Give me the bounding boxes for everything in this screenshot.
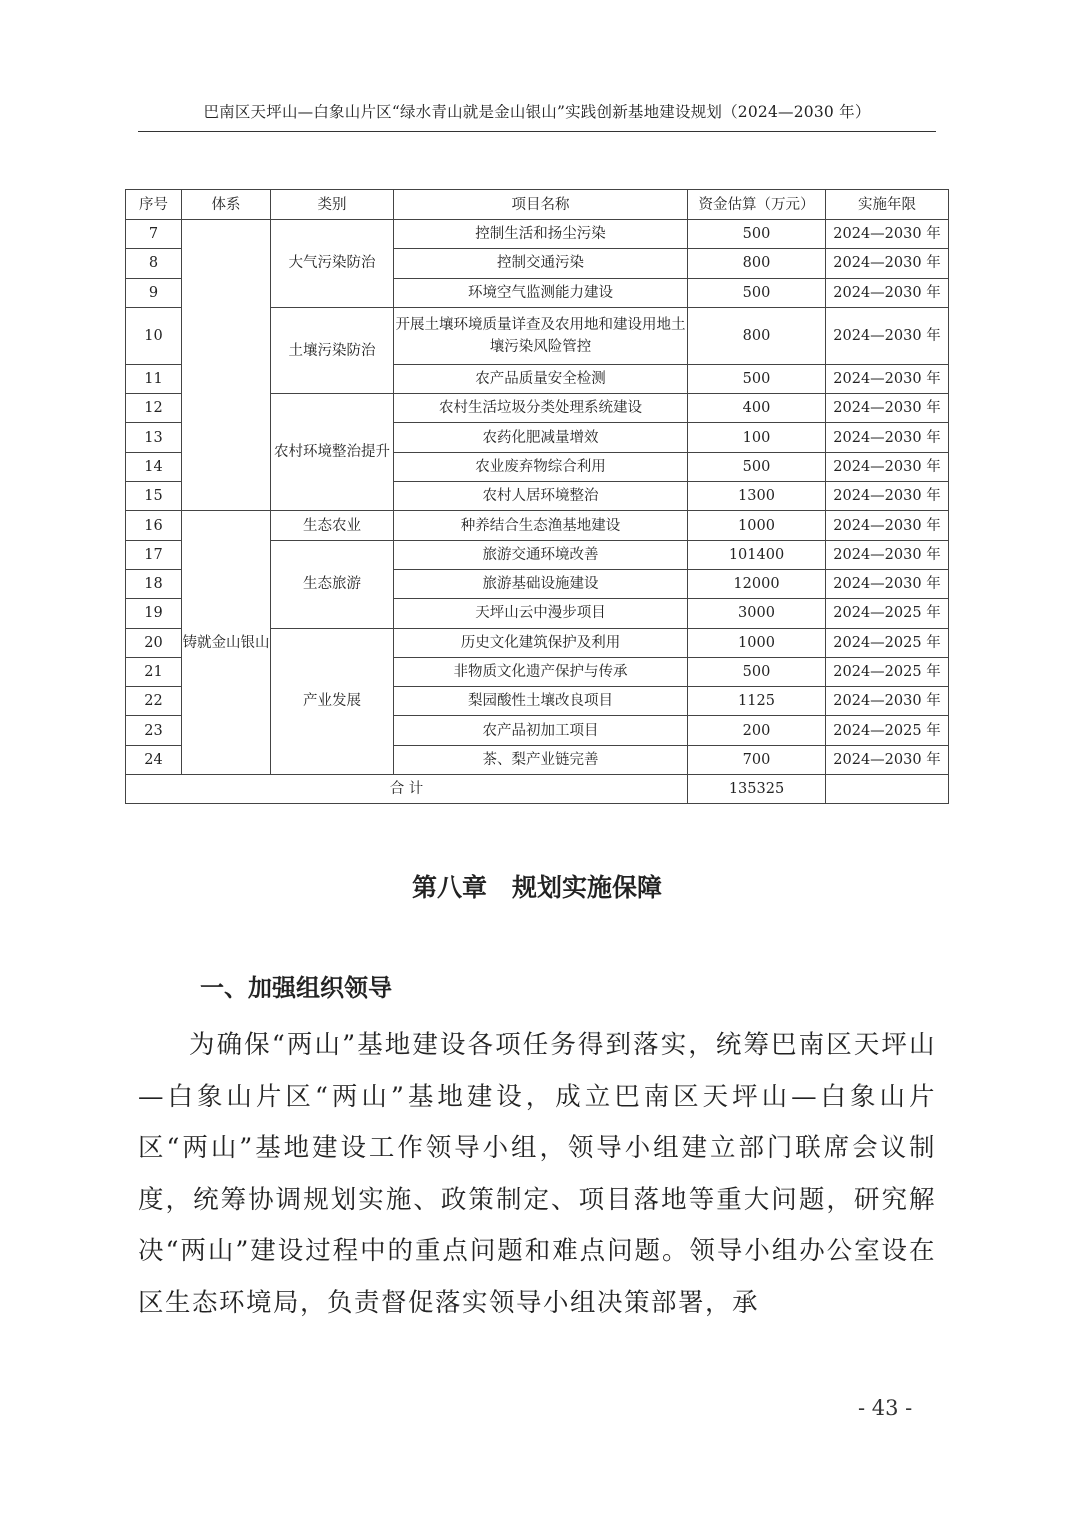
col-header-project: 项目名称 — [394, 190, 688, 220]
cell-project: 天坪山云中漫步项目 — [394, 599, 688, 628]
cell-no: 18 — [126, 569, 182, 598]
cell-no: 16 — [126, 511, 182, 540]
cell-no: 13 — [126, 423, 182, 452]
cell-project: 农产品初加工项目 — [394, 716, 688, 745]
cell-period: 2024—2030 年 — [826, 220, 949, 249]
cell-category: 土壤污染防治 — [271, 307, 394, 393]
cell-project: 环境空气监测能力建设 — [394, 278, 688, 307]
cell-fund: 100 — [688, 423, 826, 452]
cell-fund: 1125 — [688, 687, 826, 716]
table-row — [126, 511, 949, 540]
col-header-fund: 资金估算（万元） — [688, 190, 826, 220]
cell-period: 2024—2030 年 — [826, 249, 949, 278]
cell-project: 农村人居环境整治 — [394, 482, 688, 511]
cell-fund: 3000 — [688, 599, 826, 628]
cell-no: 17 — [126, 540, 182, 569]
cell-fund: 800 — [688, 307, 826, 364]
cell-fund: 200 — [688, 716, 826, 745]
cell-fund: 800 — [688, 249, 826, 278]
running-header: 巴南区天坪山—白象山片区“绿水青山就是金山银山”实践创新基地建设规划（2024—2030 年） — [203, 103, 871, 121]
cell-category: 生态旅游 — [271, 540, 394, 628]
col-header-system: 体系 — [182, 190, 271, 220]
cell-fund: 500 — [688, 364, 826, 393]
cell-no: 11 — [126, 364, 182, 393]
cell-no: 8 — [126, 249, 182, 278]
cell-fund: 101400 — [688, 540, 826, 569]
cell-period: 2024—2025 年 — [826, 657, 949, 686]
cell-period: 2024—2030 年 — [826, 540, 949, 569]
cell-no: 7 — [126, 220, 182, 249]
cell-period: 2024—2025 年 — [826, 628, 949, 657]
cell-project: 旅游交通环境改善 — [394, 540, 688, 569]
col-header-period: 实施年限 — [826, 190, 949, 220]
cell-period: 2024—2030 年 — [826, 569, 949, 598]
cell-project: 非物质文化遗产保护与传承 — [394, 657, 688, 686]
cell-fund: 1000 — [688, 628, 826, 657]
cell-category: 生态农业 — [271, 511, 394, 540]
cell-no: 24 — [126, 745, 182, 774]
cell-no: 14 — [126, 452, 182, 481]
cell-period: 2024—2025 年 — [826, 599, 949, 628]
cell-period: 2024—2030 年 — [826, 278, 949, 307]
cell-project: 种养结合生态渔基地建设 — [394, 511, 688, 540]
total-period — [826, 775, 949, 804]
cell-project: 历史文化建筑保护及利用 — [394, 628, 688, 657]
cell-period: 2024—2030 年 — [826, 687, 949, 716]
cell-no: 15 — [126, 482, 182, 511]
cell-fund: 1300 — [688, 482, 826, 511]
cell-period: 2024—2030 年 — [826, 307, 949, 364]
table-header-row — [126, 190, 949, 220]
cell-project: 农业废弃物综合利用 — [394, 452, 688, 481]
cell-no: 23 — [126, 716, 182, 745]
cell-period: 2024—2030 年 — [826, 452, 949, 481]
cell-period: 2024—2030 年 — [826, 511, 949, 540]
cell-system-empty — [182, 220, 271, 511]
cell-fund: 1000 — [688, 511, 826, 540]
cell-no: 12 — [126, 394, 182, 423]
cell-period: 2024—2030 年 — [826, 745, 949, 774]
cell-period: 2024—2030 年 — [826, 394, 949, 423]
page-number: - 43 - — [858, 1396, 913, 1420]
cell-no: 9 — [126, 278, 182, 307]
cell-project: 控制交通污染 — [394, 249, 688, 278]
cell-no: 20 — [126, 628, 182, 657]
project-table — [125, 189, 949, 804]
col-header-no: 序号 — [126, 190, 182, 220]
col-header-category: 类别 — [271, 190, 394, 220]
cell-project: 控制生活和扬尘污染 — [394, 220, 688, 249]
cell-no: 22 — [126, 687, 182, 716]
chapter-title: 第八章 规划实施保障 — [411, 873, 662, 902]
cell-period: 2024—2030 年 — [826, 423, 949, 452]
body-paragraph: 为确保“两山”基地建设各项任务得到落实，统筹巴南区天坪山—白象山片区“两山”基地建设，成立巴南区天坪山—白象山片区“两山”基地建设工作领导小组，领导小组建立部门联席会议制度，统筹协调规划实施、政策制定、项目落地等重大问题，研究解决“两山”建设过程中的重点问题和难点问题。领导小组办公室设在区生态环境局，负责督促落实领导小组决策部署，承 — [138, 1030, 936, 1318]
cell-project: 农药化肥减量增效 — [394, 423, 688, 452]
cell-fund: 12000 — [688, 569, 826, 598]
cell-system: 铸就金山银山 — [182, 511, 271, 775]
cell-fund: 400 — [688, 394, 826, 423]
cell-fund: 500 — [688, 452, 826, 481]
cell-category: 农村环境整治提升 — [271, 394, 394, 511]
cell-project: 梨园酸性土壤改良项目 — [394, 687, 688, 716]
cell-no: 10 — [126, 307, 182, 364]
total-label: 合 计 — [126, 775, 688, 804]
cell-period: 2024—2030 年 — [826, 482, 949, 511]
cell-fund: 500 — [688, 657, 826, 686]
table-total-row — [126, 775, 949, 804]
total-fund: 135325 — [688, 775, 826, 804]
cell-fund: 500 — [688, 220, 826, 249]
cell-category: 产业发展 — [271, 628, 394, 774]
cell-period: 2024—2025 年 — [826, 716, 949, 745]
header-rule — [138, 131, 936, 132]
cell-project: 茶、梨产业链完善 — [394, 745, 688, 774]
cell-project: 农村生活垃圾分类处理系统建设 — [394, 394, 688, 423]
cell-fund: 500 — [688, 278, 826, 307]
cell-no: 19 — [126, 599, 182, 628]
cell-fund: 700 — [688, 745, 826, 774]
section-title: 一、加强组织领导 — [200, 974, 392, 1002]
cell-project: 开展土壤环境质量详查及农用地和建设用地土壤污染风险管控 — [394, 307, 688, 364]
cell-no: 21 — [126, 657, 182, 686]
cell-project: 旅游基础设施建设 — [394, 569, 688, 598]
cell-category: 大气污染防治 — [271, 220, 394, 308]
cell-period: 2024—2030 年 — [826, 364, 949, 393]
cell-project: 农产品质量安全检测 — [394, 364, 688, 393]
table-row — [126, 220, 949, 249]
